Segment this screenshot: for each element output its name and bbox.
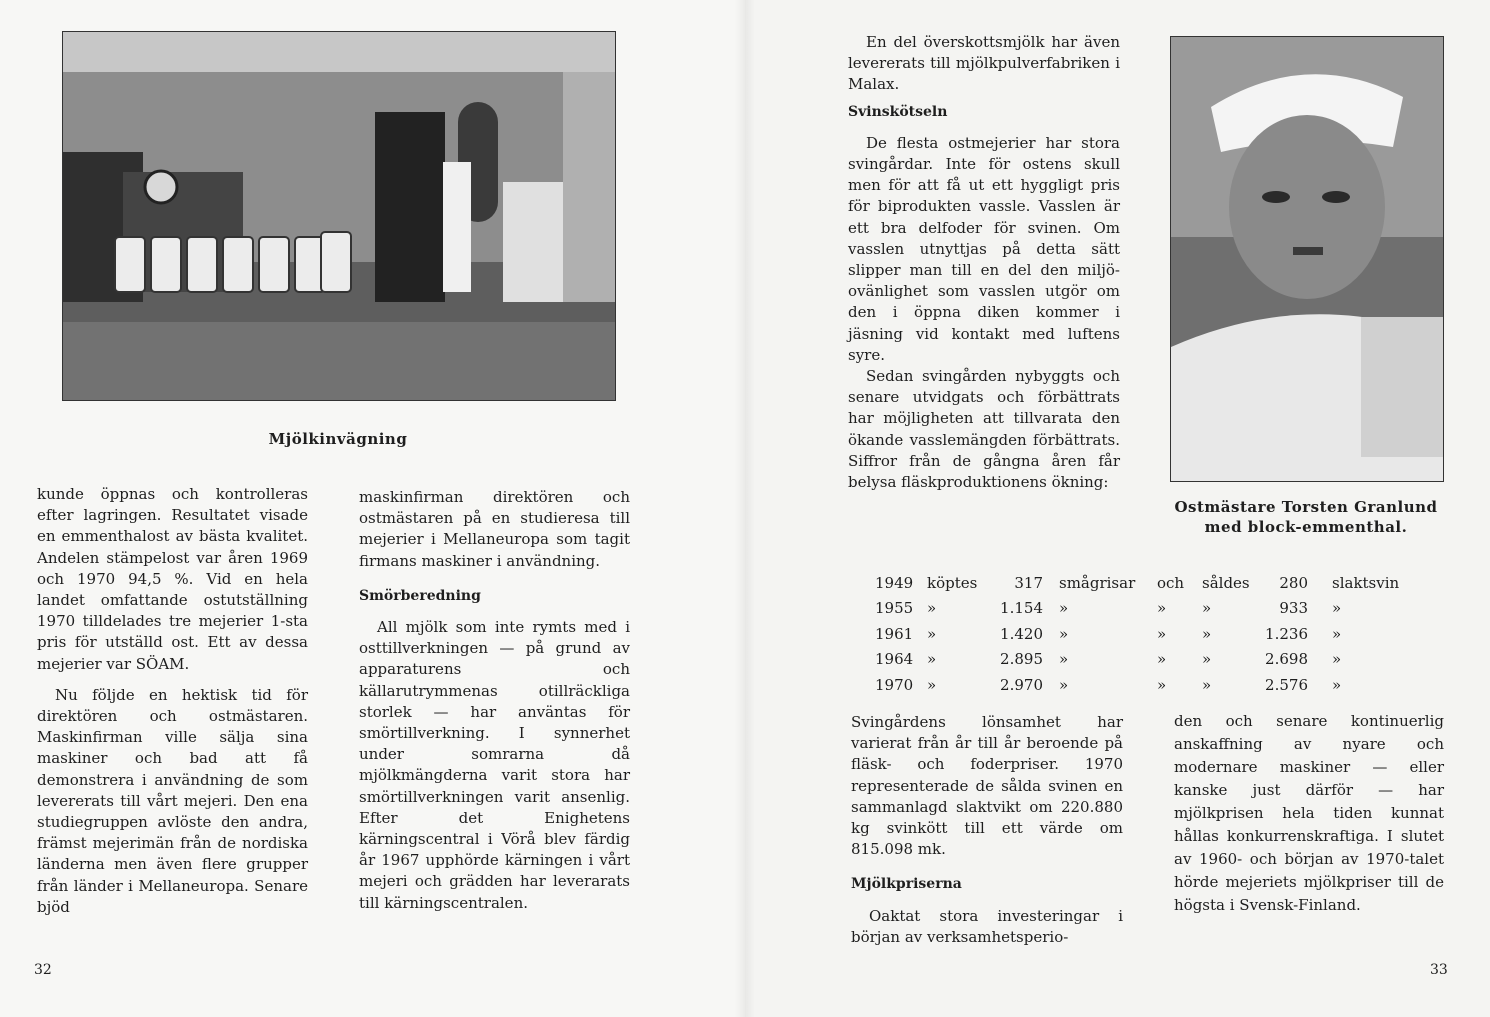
caption-line: Ostmästare Torsten Granlund: [1174, 498, 1438, 516]
left-column-2: [359, 487, 630, 914]
table-row: [875, 672, 1422, 698]
pig-statistics-table: [875, 570, 1422, 698]
table-cell: 2.895: [1000, 650, 1043, 669]
table-cell: 1.154: [1000, 599, 1043, 618]
table-cell: »: [1332, 599, 1342, 618]
table-cell: 1964: [875, 650, 914, 669]
paragraph: kunde öppnas och kontrolleras efter lagringen. Resultatet visade en emmenthalost av bästa kvalitet. Andelen stämpelost var åren 1969 och 1970 94,5 %. Vid en hela landet omfattande ostutställning 1970 tilldelades tre mejerier 1-sta pris för utställd ost. Ett av dessa mejerier var SÖAM.: [37, 485, 308, 673]
milk-weighing-photo: [62, 31, 616, 401]
caption-line: med block-emmenthal.: [1204, 518, 1408, 536]
portrait-caption: [1170, 497, 1442, 537]
table-cell: »: [927, 650, 937, 669]
table-cell: »: [1202, 650, 1212, 669]
table-cell: »: [1202, 624, 1212, 643]
table-cell: 2.576: [1265, 675, 1308, 694]
left-column-1: [37, 484, 308, 918]
table-row: [875, 596, 1422, 622]
table-cell: 317: [1014, 573, 1043, 592]
table-cell: »: [1059, 599, 1069, 618]
table-cell: »: [1059, 650, 1069, 669]
paragraph: Oaktat stora investeringar i början av verksamhetsperio-: [851, 906, 1123, 946]
right-column-3: [851, 712, 1123, 948]
table-cell: »: [1332, 624, 1342, 643]
paragraph: Sedan svingården nybyggts och senare utvidgats och förbättrats har möjligheten att tillvarata den ökande vasslemängden förbättrats. Siffror från de gångna åren får belysa fläskproduktionens ökning:: [848, 367, 1120, 492]
section-heading: Svinskötseln: [848, 103, 948, 120]
table-cell: »: [927, 624, 937, 643]
page-number: 33: [1430, 962, 1448, 978]
table-cell: »: [1202, 675, 1212, 694]
table-cell: 1955: [875, 599, 914, 618]
table-cell: 1949: [875, 573, 914, 592]
right-column-4: [1174, 710, 1444, 917]
table-cell: köptes: [927, 573, 978, 592]
table-row: [875, 570, 1422, 596]
section-heading: Mjölkpriserna: [851, 876, 962, 893]
paragraph: De flesta ostmejerier har stora svingårdar. Inte för ostens skull men för att få ut ett hyggligt pris för biprodukten vassle. Vasslen är ett bra delfoder för svinen. Om vasslen utnyttjas på detta sätt slipper man till en del den miljö-ovänlighet som vasslen utgör om den i öppna diken kommer i jäsning vid kontakt med luftens syre.: [848, 133, 1120, 364]
table-cell: 1970: [875, 675, 914, 694]
table-cell: »: [1059, 624, 1069, 643]
table-cell: »: [1157, 599, 1167, 618]
table-cell: »: [1332, 650, 1342, 669]
table-row: [875, 621, 1422, 647]
section-heading: Smörberedning: [359, 587, 481, 604]
page-number: 32: [34, 962, 52, 978]
paragraph: maskinfirman direktören och ostmästaren på en studieresa till mejerier i Mellaneuropa som tagit firmans maskiner i användning.: [359, 488, 630, 570]
photo-caption: Mjölkinvägning: [268, 430, 408, 448]
table-cell: 1.420: [1000, 624, 1043, 643]
table-cell: »: [927, 599, 937, 618]
table-cell: 2.698: [1265, 650, 1308, 669]
table-cell: »: [1157, 624, 1167, 643]
table-cell: 280: [1279, 573, 1308, 592]
paragraph: En del överskottsmjölk har även levererats till mjölkpulverfabriken i Malax.: [848, 33, 1120, 94]
table-cell: smågrisar: [1059, 573, 1136, 592]
paragraph: Nu följde en hektisk tid för direktören och ostmästaren. Maskinfirman ville sälja sina maskiner och bad att få demonstrera i användning de som levererats till vårt mejeri. Den ena studiegruppen avlöste den andra, främst mejerimän från de nordiska länderna men även flere grupper från länder i Mellaneuropa. Senare bjöd: [37, 685, 308, 916]
table-cell: »: [1157, 650, 1167, 669]
table-cell: »: [1157, 675, 1167, 694]
table-cell: 933: [1279, 599, 1308, 618]
table-row: [875, 647, 1422, 673]
table-cell: såldes: [1202, 573, 1250, 592]
paragraph: den och senare kontinuerlig anskaffning av nyare och modernare maskiner — eller kanske just därför — har mjölkprisen hela tiden kunnat hållas konkurrenskraftiga. I slutet av 1960- och början av 1970-talet hörde mejeriets mjölkpriser till de högsta i Svensk-Finland.: [1174, 712, 1444, 914]
table-cell: »: [927, 675, 937, 694]
table-cell: slaktsvin: [1332, 573, 1400, 592]
table-cell: 1961: [875, 624, 914, 643]
paragraph: All mjölk som inte rymts med i osttillverkningen — på grund av apparaturens och källarutrymmenas otillräckliga storlek — har använtas för smörtillverkning. I synnerhet under somrarna då mjölkmängderna varit stora har smörtillverkningen varit ansenlig. Efter det Enighetens kärningscentral i Vörå blev färdig år 1967 upphörde kärningen i vårt mejeri och grädden har leverarats till kärningscentralen.: [359, 618, 630, 912]
table-cell: »: [1332, 675, 1342, 694]
table-cell: »: [1059, 675, 1069, 694]
table-cell: »: [1202, 599, 1212, 618]
table-cell: 1.236: [1265, 624, 1308, 643]
right-column-1: [848, 32, 1120, 493]
table-cell: 2.970: [1000, 675, 1043, 694]
paragraph: Svingårdens lönsamhet har varierat från år till år beroende på fläsk- och foderpriser. 1970 representerade de sålda svinen en sammanlagd slaktvikt om 220.880 kg svinkött till ett värde om 815.098 mk.: [851, 713, 1123, 859]
table-cell: och: [1157, 573, 1185, 592]
book-gutter: [735, 0, 755, 1017]
cheesemaker-portrait-photo: [1170, 36, 1444, 482]
